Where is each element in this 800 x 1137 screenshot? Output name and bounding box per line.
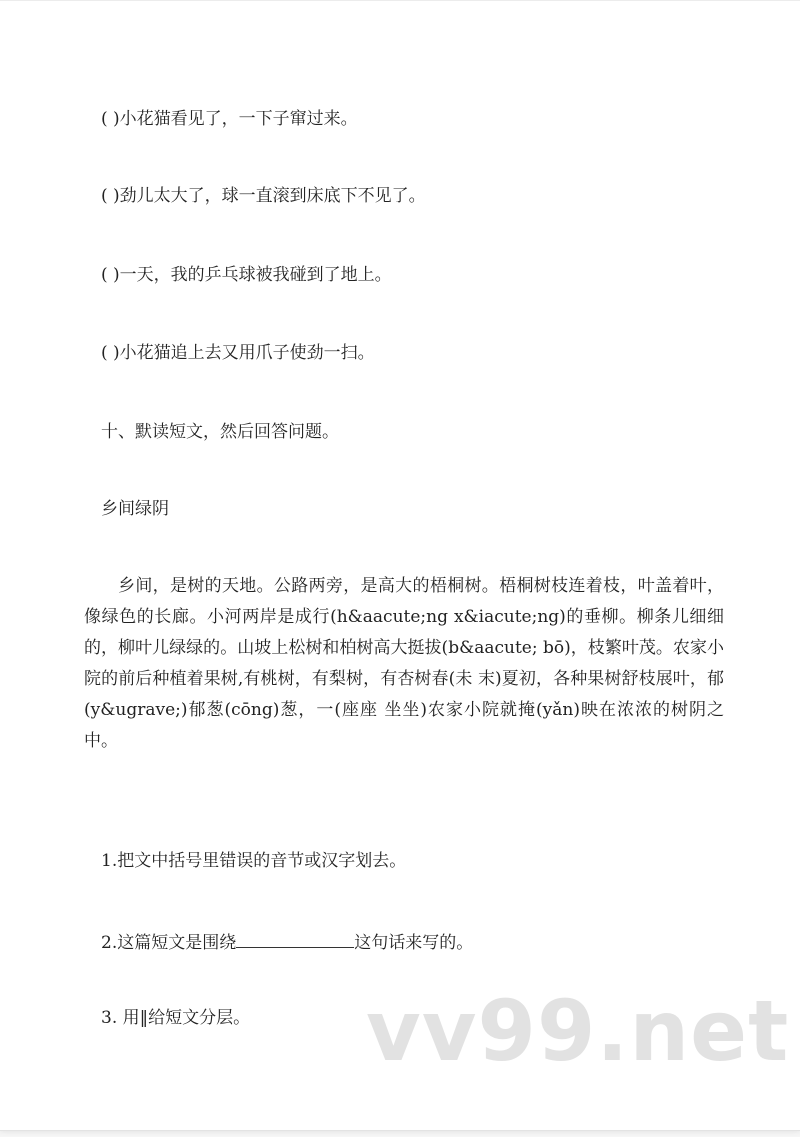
watermark: vv99.net — [366, 982, 790, 1080]
sentence-order-item-4: ( )小花猫追上去又用爪子使劲一扫。 — [101, 343, 375, 363]
sentence-order-item-1: ( )小花猫看见了，一下子窜过来。 — [101, 109, 358, 129]
question-2-prefix: 2.这篇短文是围绕 — [101, 933, 237, 953]
question-2 — [101, 931, 473, 952]
question-3: 3. 用‖给短文分层。 — [101, 1008, 251, 1028]
question-1: 1.把文中括号里错误的音节或汉字划去。 — [101, 851, 407, 871]
question-2-suffix: 这句话来写的。 — [354, 933, 474, 953]
section-heading: 十、默读短文，然后回答问题。 — [101, 422, 339, 442]
passage-title: 乡间绿阴 — [101, 499, 169, 519]
passage-text: 乡间，是树的天地。公路两旁，是高大的梧桐树。梧桐树枝连着枝，叶盖着叶，像绿色的长廊。小河两岸是成行(h&aacute;ng x&iacute;ng)的垂柳。柳条儿细细的，柳叶儿绿绿的。山坡上松树和柏树高大挺拔(b&aacute; bō)，枝繁叶茂。农家小院的前后种植着果树,有桃树，有梨树，有杏树春(未 末)夏初，各种果树舒枝展叶，郁(y&ugrave;)郁葱(cōng)葱，一(座座 坐坐)农家小院就掩(yǎn)映在浓浓的树阴之中。 — [84, 576, 724, 751]
sentence-order-item-3: ( )一天，我的乒乓球被我碰到了地上。 — [101, 265, 392, 285]
sentence-order-item-2: ( )劲儿太大了，球一直滚到床底下不见了。 — [101, 186, 426, 206]
answer-blank — [236, 931, 354, 948]
